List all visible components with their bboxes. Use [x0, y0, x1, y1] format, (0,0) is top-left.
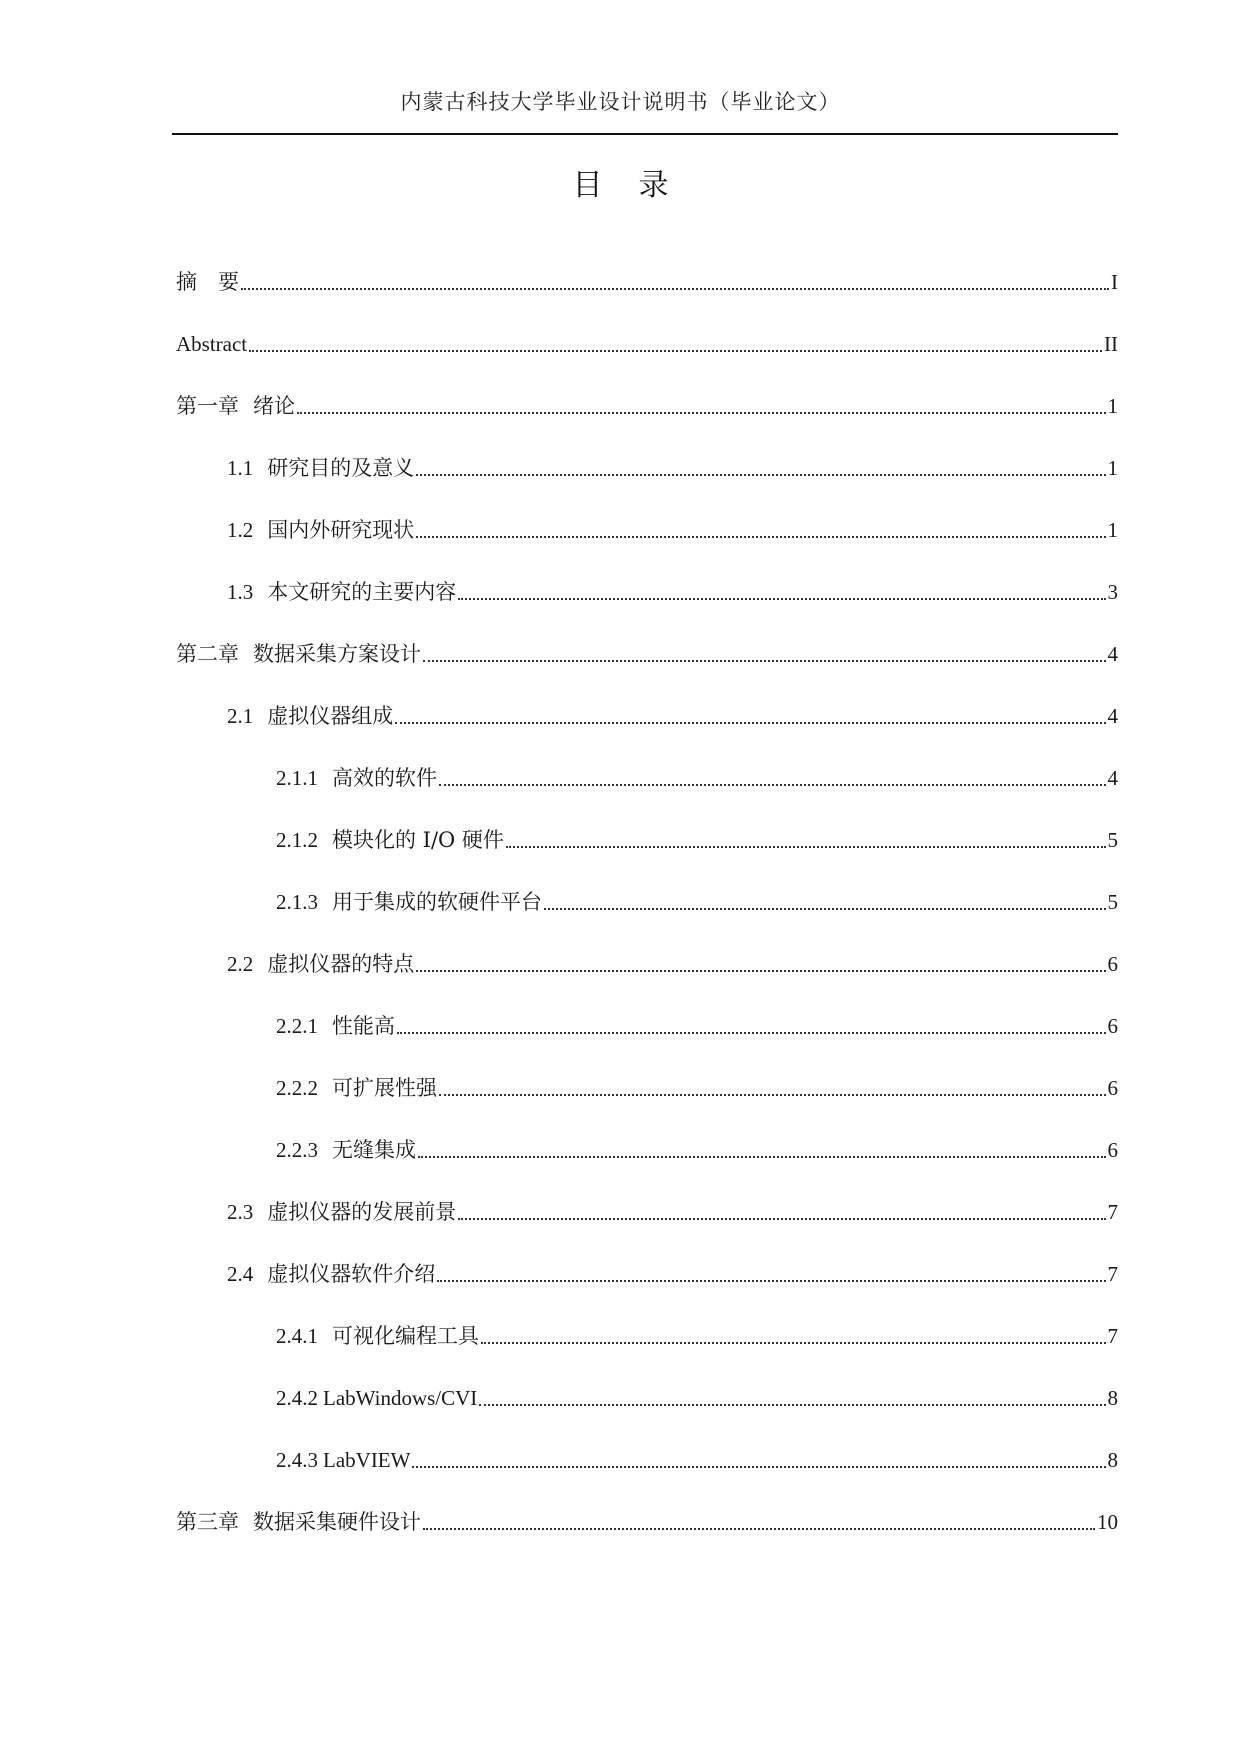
toc-page-number: 7: [1107, 1262, 1118, 1286]
toc-dot-leader: [397, 1032, 1106, 1034]
toc-entry-number: 2.4.2: [276, 1386, 318, 1410]
toc-entry-subsection-2-4-1[interactable]: [276, 1320, 1118, 1350]
toc-title: 目录: [572, 168, 705, 203]
toc-entry-label: 数据采集方案设计: [253, 642, 421, 666]
toc-page-number: 7: [1107, 1324, 1118, 1348]
toc-entry-label: 高效的软件: [332, 766, 437, 790]
toc-page-number: 8: [1107, 1386, 1118, 1410]
toc-dot-leader: [241, 288, 1109, 290]
toc-dot-leader: [416, 970, 1105, 972]
toc-page-number: 5: [1107, 890, 1118, 914]
toc-page-number: 6: [1107, 1014, 1118, 1038]
toc-page-number: 4: [1107, 704, 1118, 728]
toc-page-number: 6: [1107, 952, 1118, 976]
toc-entry-label: 虚拟仪器组成: [267, 704, 394, 728]
toc-entry-subsection-2-4-2[interactable]: [276, 1382, 1118, 1412]
toc-entry-abstract-en[interactable]: [176, 328, 1118, 358]
toc-entry-number: 2.2.3: [276, 1138, 318, 1162]
toc-entry-label: 摘 要: [176, 270, 239, 294]
toc-page-number: 4: [1107, 642, 1118, 666]
toc-entry-label: Abstract: [176, 332, 248, 356]
toc-entry-label: 模块化的 I/O 硬件: [332, 828, 504, 852]
toc-entry-label: 性能高: [332, 1014, 395, 1038]
toc-entry-number: 1.3: [227, 580, 254, 604]
toc-entry-number: 2.3: [227, 1200, 254, 1224]
toc-dot-leader: [423, 660, 1106, 662]
toc-entry-label: 绪论: [253, 394, 295, 418]
toc-entry-number: 2.1.2: [276, 828, 318, 852]
toc-dot-leader: [439, 1094, 1106, 1096]
toc-dot-leader: [439, 784, 1106, 786]
toc-entry-subsection-2-2-1[interactable]: [276, 1010, 1118, 1040]
toc-entry-number: 2.4.1: [276, 1324, 318, 1348]
toc-entry-label: 国内外研究现状: [267, 518, 415, 542]
toc-entry-number: 2.2: [227, 952, 254, 976]
toc-entry-label: LabWindows/CVI: [323, 1386, 478, 1410]
toc-entry-number: 2.1.3: [276, 890, 318, 914]
toc-page-number: 6: [1107, 1138, 1118, 1162]
toc-dot-leader: [458, 598, 1105, 600]
toc-dot-leader: [506, 846, 1106, 848]
toc-entry-chapter-2[interactable]: [176, 638, 1118, 668]
toc-dot-leader: [479, 1404, 1105, 1406]
toc-entry-number: 第一章: [176, 394, 239, 418]
toc-entry-label: 数据采集硬件设计: [253, 1510, 421, 1534]
toc-dot-leader: [297, 412, 1106, 414]
toc-entry-chapter-3[interactable]: [176, 1506, 1118, 1536]
toc-entry-label: 本文研究的主要内容: [267, 580, 457, 604]
toc-entry-subsection-2-1-3[interactable]: [276, 886, 1118, 916]
toc-dot-leader: [423, 1528, 1095, 1530]
toc-page-number: 5: [1107, 828, 1118, 852]
toc-entry-number: 1.2: [227, 518, 254, 542]
toc-entry-label: LabVIEW: [323, 1448, 411, 1472]
toc-dot-leader: [481, 1342, 1106, 1344]
toc-page-number: 8: [1107, 1448, 1118, 1472]
toc-page-number: 4: [1107, 766, 1118, 790]
toc-entry-number: 2.1.1: [276, 766, 318, 790]
toc-entry-subsection-2-1-1[interactable]: [276, 762, 1118, 792]
toc-page-number: 1: [1107, 456, 1118, 480]
toc-entry-number: 2.4: [227, 1262, 254, 1286]
toc-page-number: 1: [1107, 518, 1118, 542]
toc-dot-leader: [395, 722, 1105, 724]
toc-dot-leader: [249, 350, 1102, 352]
toc-entry-label: 研究目的及意义: [267, 456, 415, 480]
toc-dot-leader: [412, 1466, 1105, 1468]
toc-dot-leader: [544, 908, 1106, 910]
toc-entry-label: 可视化编程工具: [332, 1324, 479, 1348]
toc-entry-section-1-2[interactable]: [227, 514, 1118, 544]
toc-entry-label: 可扩展性强: [332, 1076, 437, 1100]
toc-entry-section-2-4[interactable]: [227, 1258, 1118, 1288]
toc-entry-number: 2.1: [227, 704, 254, 728]
toc-page-number: 3: [1107, 580, 1118, 604]
toc-page-number: I: [1111, 270, 1118, 294]
toc-page-number: II: [1104, 332, 1118, 356]
toc-entry-label: 虚拟仪器的特点: [267, 952, 415, 976]
toc-dot-leader: [416, 536, 1105, 538]
toc-entry-label: 虚拟仪器软件介绍: [267, 1262, 436, 1286]
toc-entry-number: 2.2.1: [276, 1014, 318, 1038]
toc-entry-section-2-1[interactable]: [227, 700, 1118, 730]
toc-page-number: 6: [1107, 1076, 1118, 1100]
toc-entry-subsection-2-2-2[interactable]: [276, 1072, 1118, 1102]
toc-dot-leader: [458, 1218, 1105, 1220]
toc-entry-number: 1.1: [227, 456, 254, 480]
toc-entry-section-1-1[interactable]: [227, 452, 1118, 482]
toc-entry-section-2-3[interactable]: [227, 1196, 1118, 1226]
toc-entry-subsection-2-2-3[interactable]: [276, 1134, 1118, 1164]
toc-page-number: 7: [1107, 1200, 1118, 1224]
toc-entry-number: 2.2.2: [276, 1076, 318, 1100]
toc-entry-section-1-3[interactable]: [227, 576, 1118, 606]
toc-entry-abstract-cn[interactable]: [176, 266, 1118, 296]
toc-page-number: 1: [1107, 394, 1118, 418]
toc-dot-leader: [437, 1280, 1105, 1282]
toc-entry-chapter-1[interactable]: [176, 390, 1118, 420]
page-header: 内蒙古科技大学毕业设计说明书（毕业论文）: [400, 90, 841, 114]
toc-dot-leader: [418, 1156, 1106, 1158]
toc-entry-label: 虚拟仪器的发展前景: [267, 1200, 457, 1224]
toc-entry-subsection-2-1-2[interactable]: [276, 824, 1118, 854]
toc-entry-label: 无缝集成: [332, 1138, 416, 1162]
toc-entry-section-2-2[interactable]: [227, 948, 1118, 978]
toc-entry-number: 第二章: [176, 642, 239, 666]
toc-entry-number: 第三章: [176, 1510, 239, 1534]
toc-dot-leader: [416, 474, 1105, 476]
toc-entry-label: 用于集成的软硬件平台: [332, 890, 542, 914]
toc-entry-number: 2.4.3: [276, 1448, 318, 1472]
toc-entry-subsection-2-4-3[interactable]: [276, 1444, 1118, 1474]
toc-page-number: 10: [1097, 1510, 1118, 1534]
